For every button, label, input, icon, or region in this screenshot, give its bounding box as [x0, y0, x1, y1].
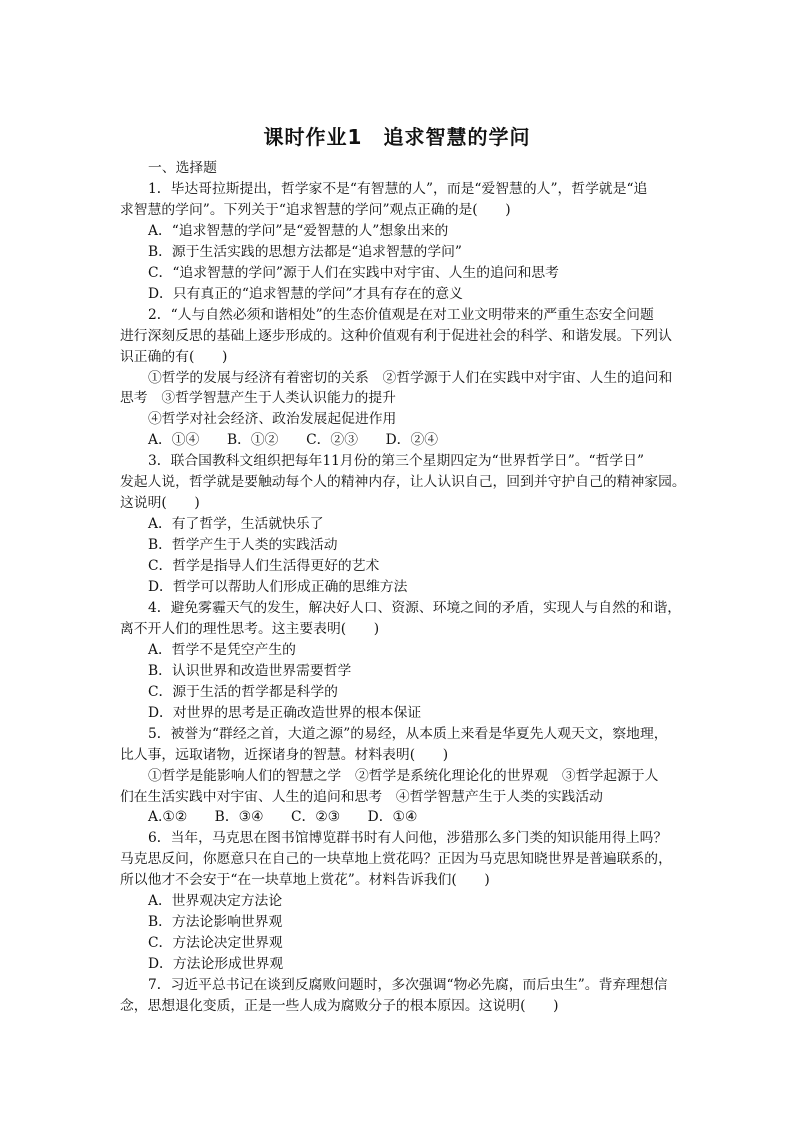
text-line: 7．习近平总书记在谈到反腐败问题时，多次强调“物必先腐，而后虫生”。背弃理想信: [148, 977, 668, 994]
text-line: B．哲学产生于人类的实践活动: [148, 537, 338, 554]
text-line: B．方法论影响世界观: [148, 914, 283, 931]
text-line: 思考 ③哲学智慧产生于人类认识能力的提升: [120, 390, 396, 407]
text-line: C．方法论决定世界观: [148, 935, 283, 952]
text-line: 发起人说，哲学就是要触动每个人的精神内存，让人认识自己，回到并守护自己的精神家园。: [120, 474, 686, 491]
text-line: A．世界观决定方法论: [148, 893, 283, 910]
text-line: 比人事，远取诸物，近探诸身的智慧。材料表明( ): [120, 746, 449, 763]
text-line: ④哲学对社会经济、政治发展起促进作用: [148, 411, 397, 428]
text-line: B．源于生活实践的思想方法都是“追求智慧的学问”: [148, 243, 462, 260]
text-line: A．①④ B．①② C．②③ D．②④: [148, 432, 439, 449]
text-line: D．只有真正的“追求智慧的学问”才具有存在的意义: [148, 285, 463, 302]
text-line: B．认识世界和改造世界需要哲学: [148, 662, 352, 679]
text-line: 念，思想退化变质，正是一些人成为腐败分子的根本原因。这说明( ): [120, 998, 559, 1014]
text-line: ①哲学是能影响人们的智慧之学 ②哲学是系统化理论化的世界观 ③哲学起源于人: [148, 767, 659, 784]
text-line: 识正确的有( ): [120, 348, 228, 365]
text-line: 5．被誉为“群经之首，大道之源”的易经，从本质上来看是华夏先人观天文，察地理，: [148, 725, 668, 742]
text-line: 离不开人们的理性思考。这主要表明( ): [120, 620, 380, 637]
text-line: 求智慧的学问”。下列关于“追求智慧的学问”观点正确的是( ): [120, 201, 511, 218]
text-line: A.①② B．③④ C．②③ D．①④: [148, 809, 418, 826]
text-line: 4．避免雾霾天气的发生，解决好人口、资源、环境之间的矛盾，实现人与自然的和谐，: [148, 599, 682, 616]
text-line: 3．联合国教科文组织把每年11月份的第三个星期四定为“世界哲学日”。“哲学日”: [148, 453, 645, 470]
text-line: 进行深刻反思的基础上逐步形成的。这种价值观有利于促进社会的科学、和谐发展。下列认: [120, 327, 672, 344]
text-line: 马克思反问，你愿意只在自己的一块草地上赏花吗？正因为马克思知晓世界是普遍联系的，: [120, 851, 672, 868]
text-line: A．哲学不是凭空产生的: [148, 641, 296, 658]
text-line: D．方法论形成世界观: [148, 956, 284, 973]
text-line: A．有了哲学，生活就快乐了: [148, 516, 324, 533]
text-line: C．源于生活的哲学都是科学的: [148, 683, 338, 700]
text-line: 6．当年，马克思在图书馆博览群书时有人问他，涉猎那么多门类的知识能用得上吗？: [148, 830, 668, 847]
text-line: C．“追求智慧的学问”源于人们在实践中对宇宙、人生的追问和思考: [148, 264, 559, 281]
page-title: 课时作业1 追求智慧的学问: [263, 125, 531, 149]
text-line: 所以他才不会安于“在一块草地上赏花”。材料告诉我们( ): [120, 872, 490, 889]
text-line: 1．毕达哥拉斯提出，哲学家不是“有智慧的人”，而是“爱智慧的人”，哲学就是“追: [148, 180, 648, 197]
text-line: A．“追求智慧的学问”是“爱智慧的人”想象出来的: [148, 222, 449, 239]
text-line: D．哲学可以帮助人们形成正确的思维方法: [148, 579, 408, 595]
text-line: ①哲学的发展与经济有着密切的关系 ②哲学源于人们在实践中对宇宙、人生的追问和: [148, 369, 673, 386]
text-line: 一、选择题: [148, 160, 217, 176]
text-line: 们在生活实践中对宇宙、人生的追问和思考 ④哲学智慧产生于人类的实践活动: [120, 788, 603, 805]
text-line: D．对世界的思考是正确改造世界的根本保证: [148, 704, 422, 721]
text-line: C．哲学是指导人们生活得更好的艺术: [148, 558, 380, 575]
text-line: 这说明( ): [120, 495, 200, 512]
text-line: 2．“人与自然必须和谐相处”的生态价值观是在对工业文明带来的严重生态安全问题: [148, 306, 654, 323]
